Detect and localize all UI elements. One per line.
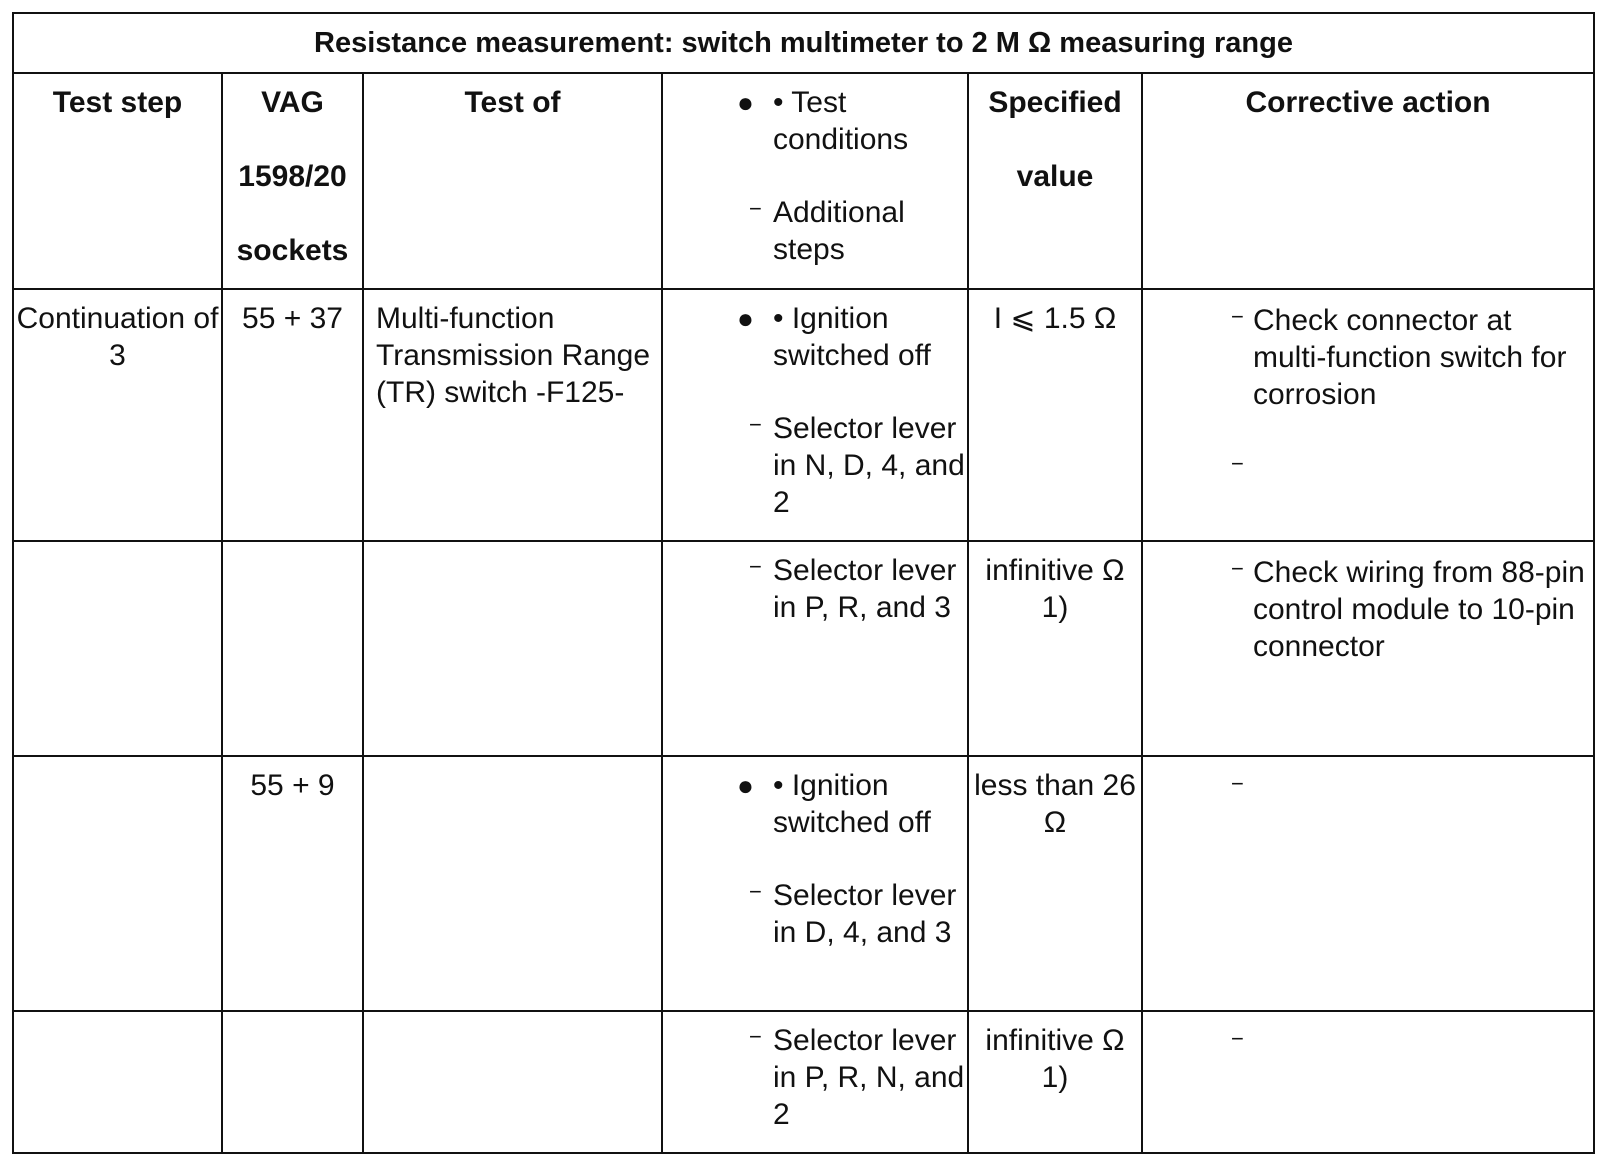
bullet-dot-icon: ●	[737, 303, 754, 334]
dash-icon: −	[1231, 451, 1244, 476]
cond-dash-text: Selector lever in P, R, N, and 2	[773, 1024, 965, 1131]
header-cond-dash-text: Additional steps	[773, 196, 905, 266]
cell-vag-sockets: 55 + 37	[222, 289, 363, 541]
cell-test-of: Multi-function Transmission Range (TR) switch -F125-	[363, 289, 662, 541]
table-row	[13, 756, 1594, 1011]
corr-dash-item	[1231, 302, 1585, 413]
table-row	[13, 1011, 1594, 1153]
cond-dash-text: Selector lever in D, 4, and 3	[773, 879, 957, 949]
cell-test-step	[13, 541, 222, 756]
cell-corrective-action	[1142, 756, 1594, 1011]
header-test-step: Test step	[13, 73, 222, 289]
dash-icon: −	[1231, 1026, 1244, 1051]
header-vag-sockets	[222, 73, 363, 289]
cell-test-conditions	[662, 1011, 968, 1153]
corr-empty	[1253, 449, 1585, 486]
cell-specified-value: infinitive Ω 1)	[968, 1011, 1142, 1153]
dash-icon: −	[749, 196, 762, 221]
header-cond-dash-item	[749, 194, 967, 268]
cond-dash-item	[749, 410, 967, 521]
header-vag-line2: 1598/20	[238, 160, 347, 193]
cond-bullet-text: • Ignition switched off	[773, 769, 931, 839]
header-cond-bullet-item	[737, 84, 967, 158]
table-header-row	[13, 73, 1594, 289]
dash-icon: −	[1231, 304, 1244, 329]
dash-icon: −	[749, 879, 762, 904]
dash-icon: −	[1231, 556, 1244, 581]
header-cond-bullet-text: • Test conditions	[773, 86, 909, 156]
corr-text: Check wiring from 88-pin control module to 10-pin connector	[1253, 556, 1585, 663]
header-test-conditions	[662, 73, 968, 289]
dash-icon: −	[749, 412, 762, 437]
resistance-test-table-sheet	[12, 12, 1593, 1130]
table-row	[13, 289, 1594, 541]
cell-vag-sockets: 55 + 9	[222, 756, 363, 1011]
header-test-of: Test of	[363, 73, 662, 289]
cell-vag-sockets	[222, 541, 363, 756]
cell-test-of	[363, 1011, 662, 1153]
header-spec-line1: Specified	[988, 86, 1122, 119]
header-vag-line1: VAG	[261, 86, 324, 119]
cell-test-step	[13, 756, 222, 1011]
cell-corrective-action	[1142, 289, 1594, 541]
cond-dash-item	[749, 1022, 967, 1133]
cond-dash-item	[749, 877, 967, 951]
resistance-test-table	[12, 12, 1595, 1154]
cell-corrective-action	[1142, 1011, 1594, 1153]
header-vag-line3: sockets	[236, 234, 349, 267]
corr-dash-item	[1231, 554, 1585, 665]
table-title-row	[13, 13, 1594, 73]
dash-icon: −	[1231, 771, 1244, 796]
cell-specified-value: less than 26 Ω	[968, 756, 1142, 1011]
cell-test-conditions	[662, 541, 968, 756]
bullet-dot-icon: ●	[737, 87, 754, 118]
cell-test-conditions	[662, 289, 968, 541]
corr-dash-item	[1231, 449, 1585, 486]
dash-icon: −	[749, 1024, 762, 1049]
cond-dash-item	[749, 552, 967, 626]
corr-text: Check connector at multi-function switch for corrosion	[1253, 304, 1567, 411]
table-title: Resistance measurement: switch multimeter to 2 M Ω measuring range	[13, 13, 1594, 73]
cell-specified-value: infinitive Ω 1)	[968, 541, 1142, 756]
cell-test-of	[363, 541, 662, 756]
cond-bullet-item	[737, 767, 967, 841]
header-corrective-action: Corrective action	[1142, 73, 1594, 289]
header-spec-line2: value	[1016, 160, 1094, 193]
cell-specified-value: I ⩽ 1.5 Ω	[968, 289, 1142, 541]
header-specified-value	[968, 73, 1142, 289]
dash-icon: −	[749, 554, 762, 579]
cell-test-step	[13, 1011, 222, 1153]
cell-vag-sockets	[222, 1011, 363, 1153]
cell-test-step: Continuation of 3	[13, 289, 222, 541]
cell-test-conditions	[662, 756, 968, 1011]
table-row	[13, 541, 1594, 756]
cond-bullet-item	[737, 300, 967, 374]
cond-dash-text: Selector lever in N, D, 4, and 2	[773, 412, 965, 519]
cond-dash-text: Selector lever in P, R, and 3	[773, 554, 957, 624]
cond-bullet-text: • Ignition switched off	[773, 302, 931, 372]
cell-test-of	[363, 756, 662, 1011]
bullet-dot-icon: ●	[737, 770, 754, 801]
cell-corrective-action	[1142, 541, 1594, 756]
